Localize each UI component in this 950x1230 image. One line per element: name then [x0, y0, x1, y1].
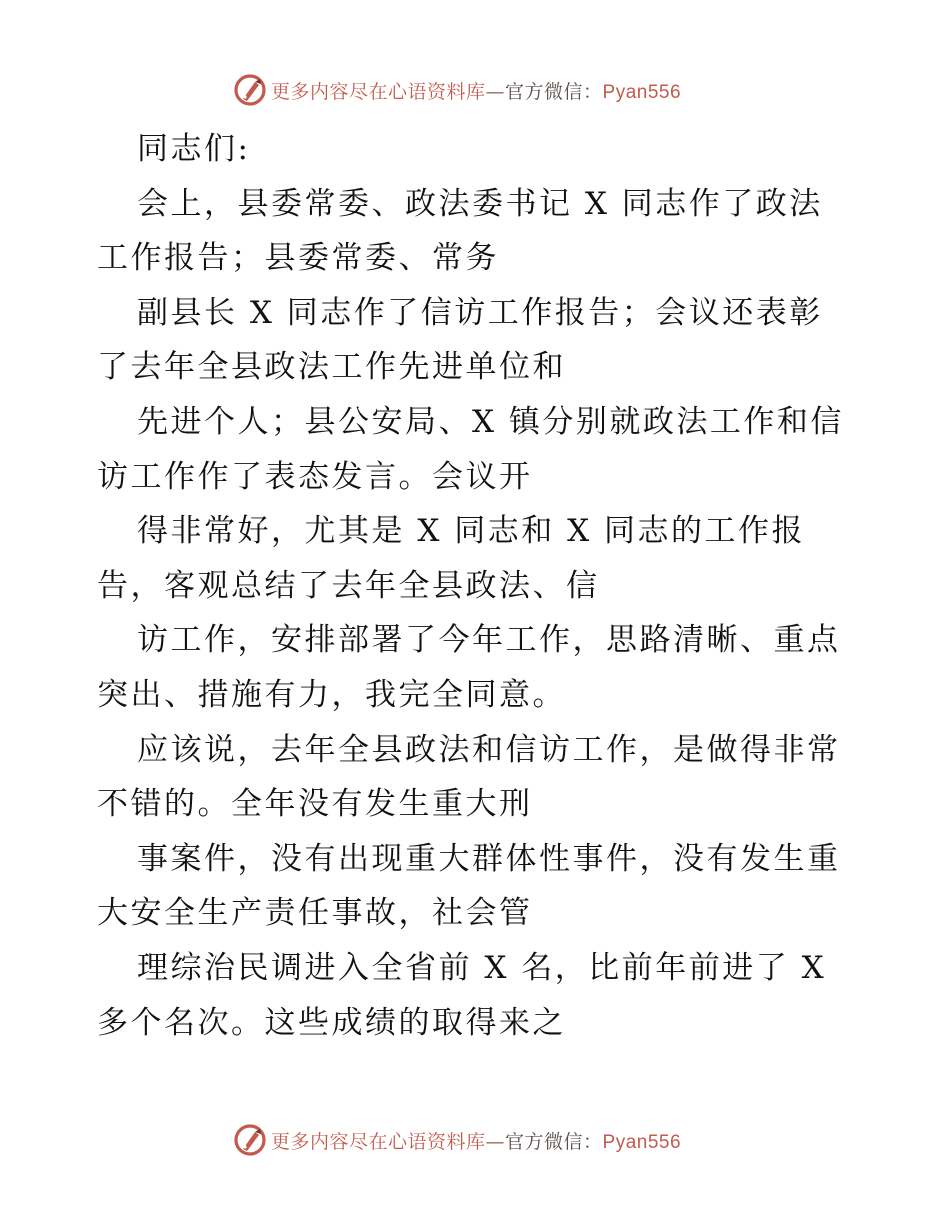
text-line: 事案件，没有出现重大群体性事件，没有发生重 — [137, 840, 841, 877]
document-body — [97, 122, 857, 1050]
text-line: 副县长 X 同志作了信访工作报告；会议还表彰 — [137, 294, 823, 331]
footer-banner-text — [271, 1127, 681, 1154]
footer-banner-dash: — — [485, 1130, 506, 1153]
footer-banner-account: Pyan556 — [602, 1131, 682, 1153]
text-line: 多个名次。这些成绩的取得来之 — [97, 1004, 566, 1041]
footer-banner-main: 更多内容尽在心语资料库 — [271, 1130, 486, 1153]
text-line: 理综治民调进入全省前 X 名，比前年前进了 X — [137, 949, 827, 986]
text-line: 告，客观总结了去年全县政法、信 — [97, 567, 600, 604]
header-banner-main: 更多内容尽在心语资料库 — [271, 80, 486, 103]
text-line: 工作报告；县委常委、常务 — [97, 240, 499, 277]
header-banner-dash: — — [485, 80, 506, 103]
pen-nib-logo-icon — [233, 73, 267, 107]
text-line: 访工作作了表态发言。会议开 — [97, 458, 533, 495]
text-line: 得非常好，尤其是 X 同志和 X 同志的工作报 — [137, 513, 806, 550]
text-line: 应该说，去年全县政法和信访工作，是做得非常 — [137, 731, 841, 768]
text-line: 不错的。全年没有发生重大刑 — [97, 786, 533, 823]
footer-banner — [233, 1120, 713, 1160]
header-banner-account: Pyan556 — [602, 81, 682, 103]
text-line: 会上，县委常委、政法委书记 X 同志作了政法 — [137, 185, 823, 222]
footer-banner-wechat: 官方微信： — [505, 1130, 603, 1153]
header-banner-wechat: 官方微信： — [505, 80, 603, 103]
header-banner-text — [271, 77, 681, 104]
text-line: 突出、措施有力，我完全同意。 — [97, 676, 566, 713]
header-banner — [233, 70, 713, 110]
text-line: 了去年全县政法工作先进单位和 — [97, 349, 566, 386]
text-line: 先进个人；县公安局、X 镇分别就政法工作和信 — [137, 403, 844, 440]
text-line: 同志们: — [137, 131, 251, 167]
text-line: 访工作，安排部署了今年工作，思路清晰、重点 — [137, 622, 841, 659]
pen-nib-logo-icon — [233, 1123, 267, 1157]
text-line: 大安全生产责任事故，社会管 — [97, 895, 533, 932]
